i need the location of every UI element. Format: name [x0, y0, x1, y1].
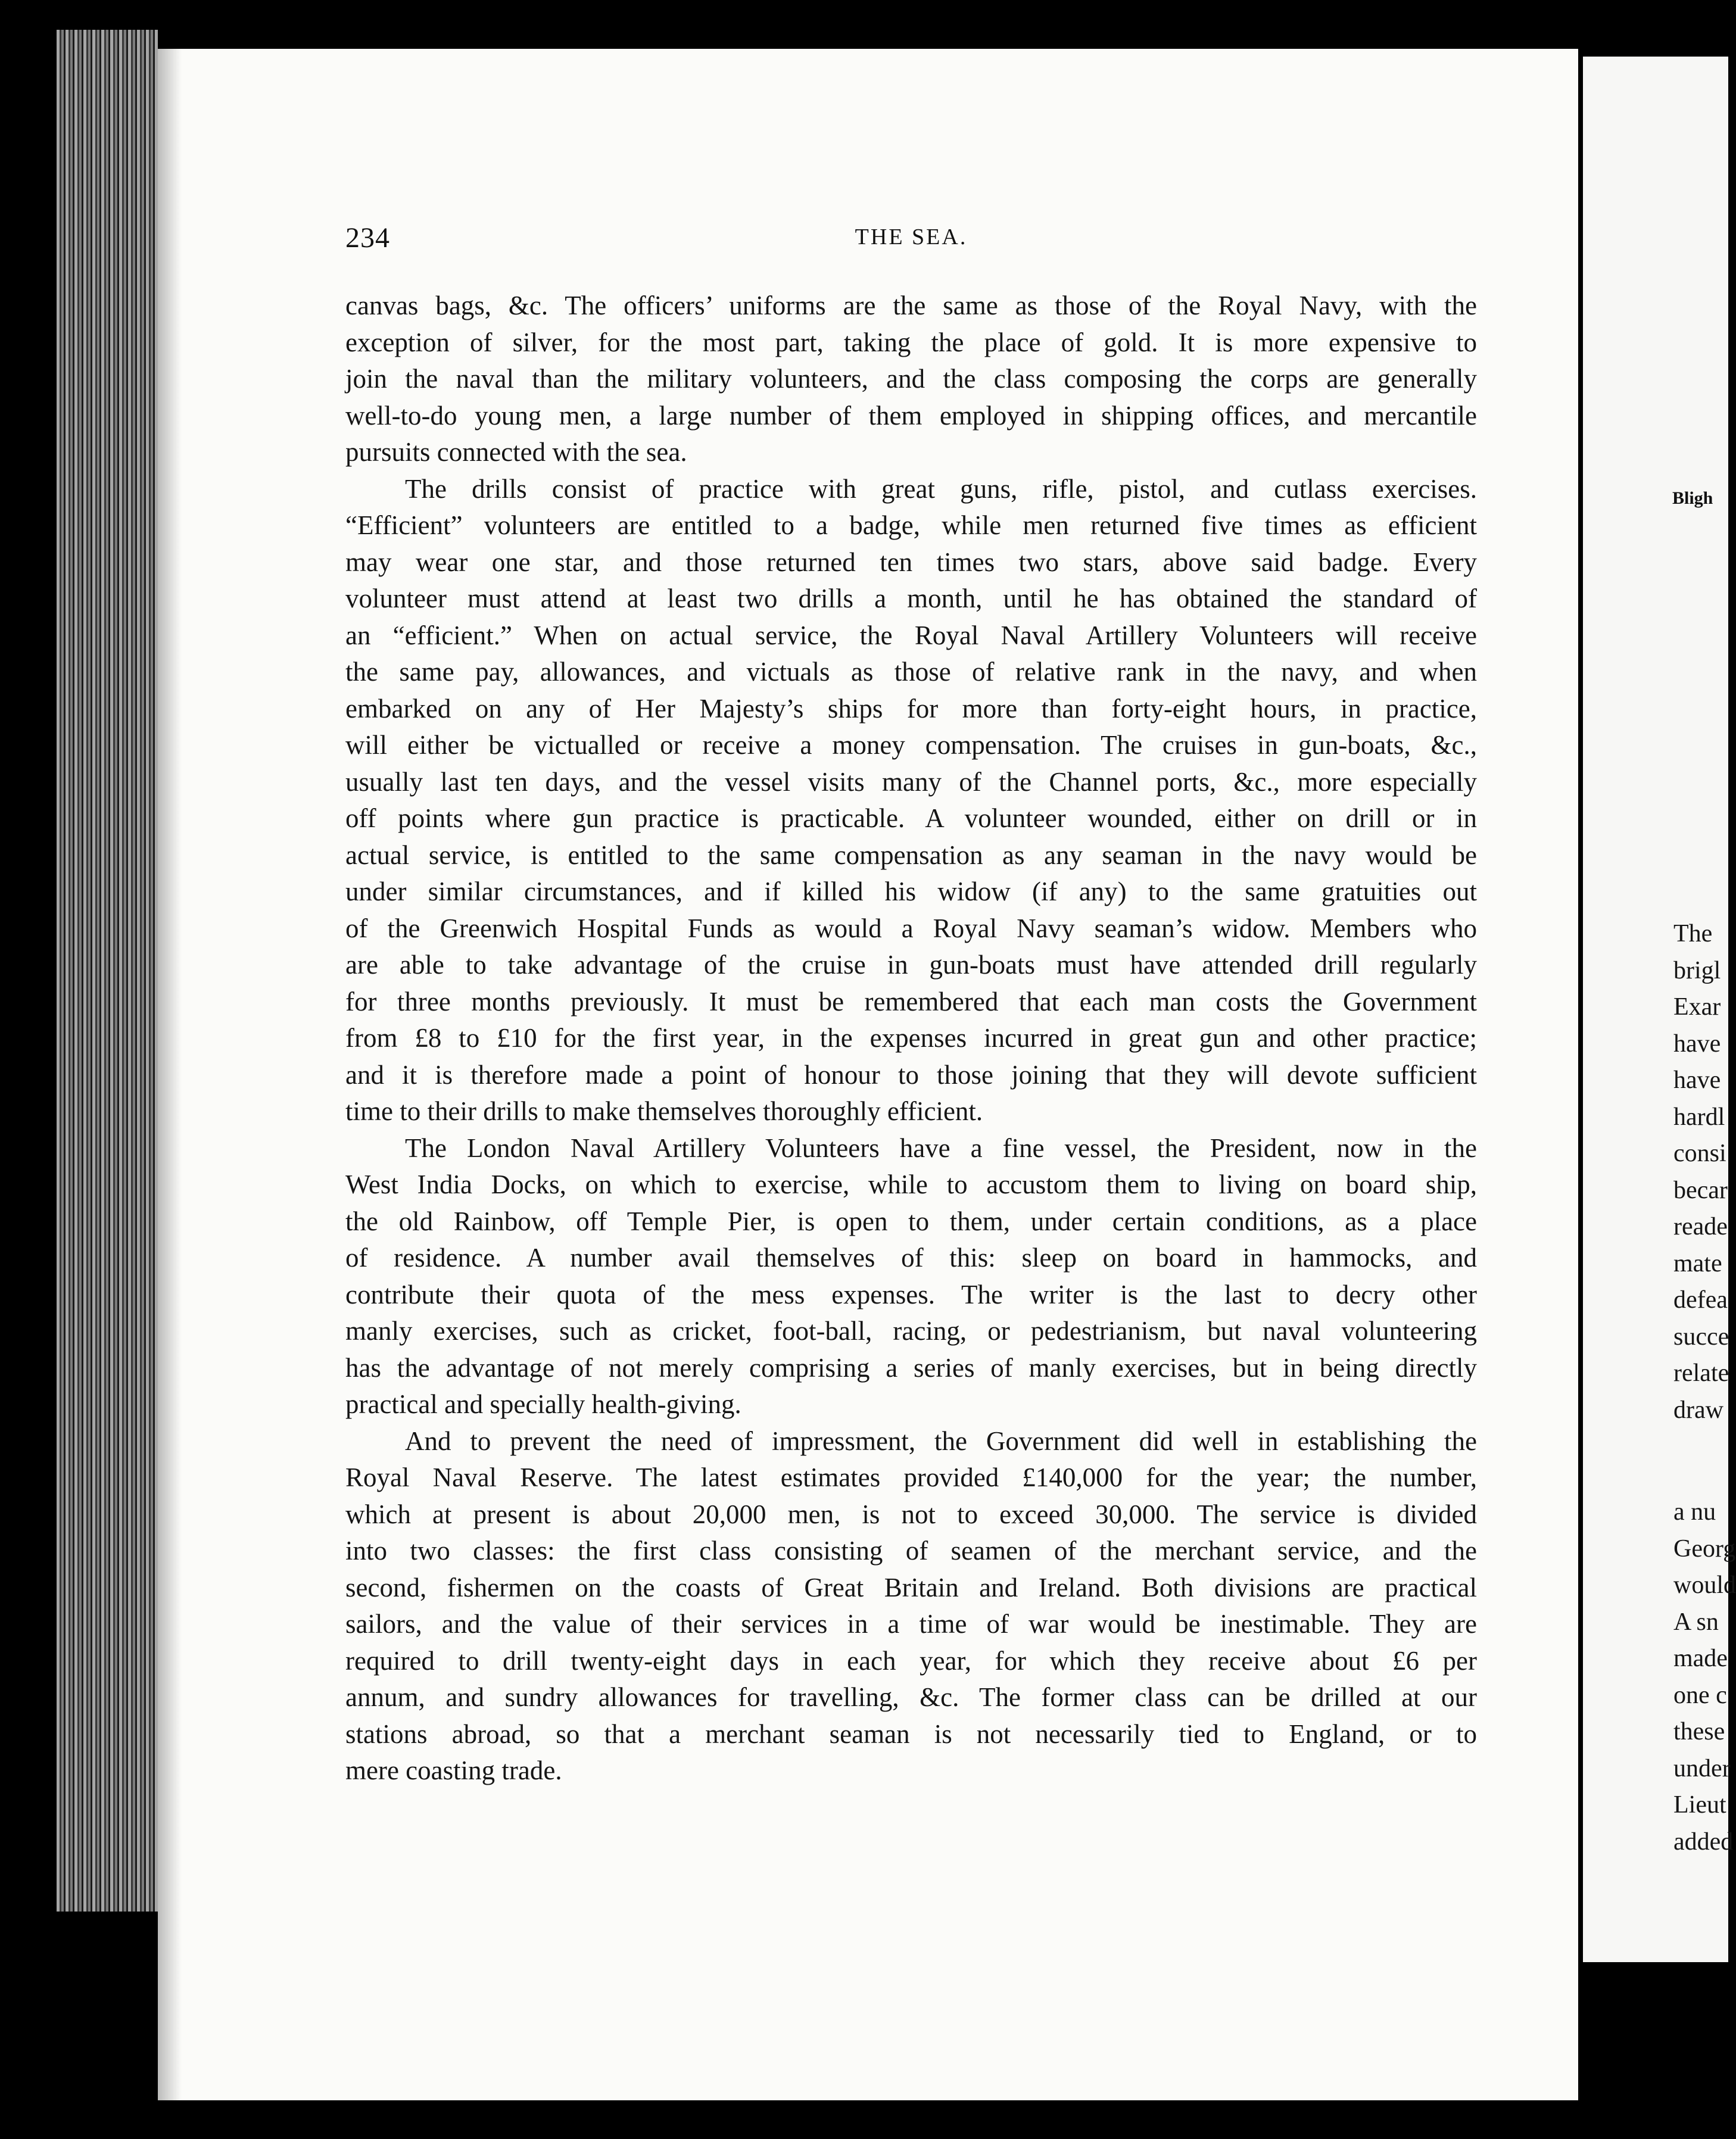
- text-line: required to drill twenty-eight days in each year, for which they receive about £6 per: [345, 1645, 1477, 1676]
- right-page-fragment: would: [1673, 1571, 1736, 1599]
- text-line: mere coasting trade.: [345, 1756, 562, 1785]
- text-line: stations abroad, so that a merchant seaman is not necessarily tied to England, or to: [345, 1719, 1477, 1749]
- text-line: The drills consist of practice with great guns, rifle, pistol, and cutlass exercises.: [405, 473, 1477, 504]
- text-line: “Efficient” volunteers are entitled to a badge, while men returned five times as efficient: [345, 510, 1477, 540]
- right-page-fragment: one c: [1673, 1681, 1727, 1709]
- text-line: are able to take advantage of the cruise in gun-boats must have attended drill regularly: [345, 950, 1477, 980]
- right-page-fragment: A sn: [1673, 1608, 1719, 1636]
- running-title: THE SEA.: [855, 224, 968, 250]
- right-page-fragment: Georg: [1673, 1535, 1736, 1563]
- text-line: usually last ten days, and the vessel visits many of the Channel ports, &c., more especially: [345, 766, 1477, 797]
- text-line: which at present is about 20,000 men, is not to exceed 30,000. The service is divided: [345, 1499, 1477, 1529]
- text-line: pursuits connected with the sea.: [345, 437, 687, 467]
- text-line: embarked on any of Her Majesty’s ships for more than forty-eight hours, in practice,: [345, 693, 1477, 724]
- page-number: 234: [345, 222, 390, 254]
- text-line: the same pay, allowances, and victuals as those of relative rank in the navy, and when: [345, 657, 1477, 687]
- text-line: sailors, and the value of their services in a time of war would be inestimable. They are: [345, 1609, 1477, 1639]
- right-page-fragment: a nu: [1673, 1498, 1716, 1526]
- right-page-fragment: made: [1673, 1645, 1728, 1672]
- text-line: actual service, is entitled to the same compensation as any seaman in the navy would be: [345, 840, 1477, 870]
- right-page-fragment: under: [1673, 1754, 1731, 1782]
- text-line: of the Greenwich Hospital Funds as would a Royal Navy seaman’s widow. Members who: [345, 913, 1477, 943]
- right-page-fragment: draw: [1673, 1396, 1723, 1424]
- right-page-fragment: relate: [1673, 1360, 1729, 1387]
- text-line: And to prevent the need of impressment, the Government did well in establishing the: [405, 1426, 1477, 1456]
- text-line: the old Rainbow, off Temple Pier, is open to them, under certain conditions, as a place: [345, 1206, 1477, 1236]
- right-page-fragment: Lieut: [1673, 1791, 1726, 1819]
- right-page-fragment: defea: [1673, 1286, 1728, 1314]
- text-line: may wear one star, and those returned ten times two stars, above said badge. Every: [345, 547, 1477, 577]
- right-page-fragment: have: [1673, 1030, 1721, 1058]
- text-line: volunteer must attend at least two drills a month, until he has obtained the standard of: [345, 584, 1477, 613]
- text-line: from £8 to £10 for the first year, in the expenses incurred in great gun and other practice;: [345, 1023, 1477, 1053]
- text-line: time to their drills to make themselves thoroughly efficient.: [345, 1096, 983, 1126]
- right-page-fragment: Exar: [1673, 993, 1721, 1021]
- text-line: exception of silver, for the most part, taking the place of gold. It is more expensive to: [345, 327, 1477, 357]
- text-line: join the naval than the military volunteers, and the class composing the corps are generally: [345, 364, 1477, 394]
- text-line: has the advantage of not merely comprising a series of manly exercises, but in being directly: [345, 1352, 1477, 1383]
- text-line: of residence. A number avail themselves of this: sleep on board in hammocks, and: [345, 1243, 1477, 1273]
- gutter-shadow: [158, 49, 182, 2100]
- text-line: for three months previously. It must be remembered that each man costs the Government: [345, 986, 1477, 1017]
- text-line: well-to-do young men, a large number of them employed in shipping offices, and mercantile: [345, 400, 1477, 431]
- text-line: contribute their quota of the mess expenses. The writer is the last to decry other: [345, 1279, 1477, 1309]
- text-line: under similar circumstances, and if killed his widow (if any) to the same gratuities out: [345, 877, 1477, 906]
- text-line: The London Naval Artillery Volunteers have a fine vessel, the President, now in the: [405, 1133, 1477, 1163]
- book-page-edges: [57, 30, 158, 1912]
- text-line: canvas bags, &c. The officers’ uniforms are the same as those of the Royal Navy, with the: [345, 291, 1477, 320]
- body-text: [345, 288, 1477, 1789]
- right-page-fragment: these: [1673, 1718, 1725, 1745]
- right-page-fragment: mate: [1673, 1249, 1722, 1277]
- text-line: manly exercises, such as cricket, foot-ball, racing, or pedestrianism, but naval volunteering: [345, 1316, 1477, 1346]
- right-page-fragment: The: [1673, 920, 1713, 947]
- right-page-fragment: becar: [1673, 1176, 1728, 1204]
- paragraph-gap: [1673, 1429, 1736, 1494]
- right-page-fragment: succe: [1673, 1323, 1729, 1351]
- text-line: will either be victualled or receive a money compensation. The cruises in gun-boats, &c.,: [345, 730, 1477, 760]
- right-page-stub: Bligh: [1672, 488, 1713, 508]
- right-page-fragment: brigl: [1673, 956, 1721, 984]
- text-line: West India Docks, on which to exercise, while to accustom them to living on board ship,: [345, 1170, 1477, 1199]
- text-line: practical and specially health-giving.: [345, 1389, 741, 1419]
- running-head: [345, 222, 1477, 257]
- text-line: an “efficient.” When on actual service, the Royal Naval Artillery Volunteers will receive: [345, 620, 1477, 650]
- right-page-fragments: [1673, 916, 1736, 1860]
- right-page-fragment: added: [1673, 1828, 1734, 1856]
- text-line: into two classes: the first class consisting of seamen of the merchant service, and the: [345, 1536, 1477, 1566]
- text-line: and it is therefore made a point of honour to those joining that they will devote sufficient: [345, 1059, 1477, 1090]
- text-line: off points where gun practice is practicable. A volunteer wounded, either on drill or in: [345, 803, 1477, 833]
- right-page-fragment: have: [1673, 1067, 1721, 1094]
- right-page-fragment: hardl: [1673, 1103, 1725, 1131]
- text-line: Royal Naval Reserve. The latest estimates provided £140,000 for the year; the number,: [345, 1463, 1477, 1492]
- right-page-fragment: reade: [1673, 1213, 1728, 1240]
- text-line: annum, and sundry allowances for travelling, &c. The former class can be drilled at our: [345, 1682, 1477, 1712]
- text-line: second, fishermen on the coasts of Great Britain and Ireland. Both divisions are practical: [345, 1572, 1477, 1602]
- right-page-fragment: consi: [1673, 1140, 1726, 1167]
